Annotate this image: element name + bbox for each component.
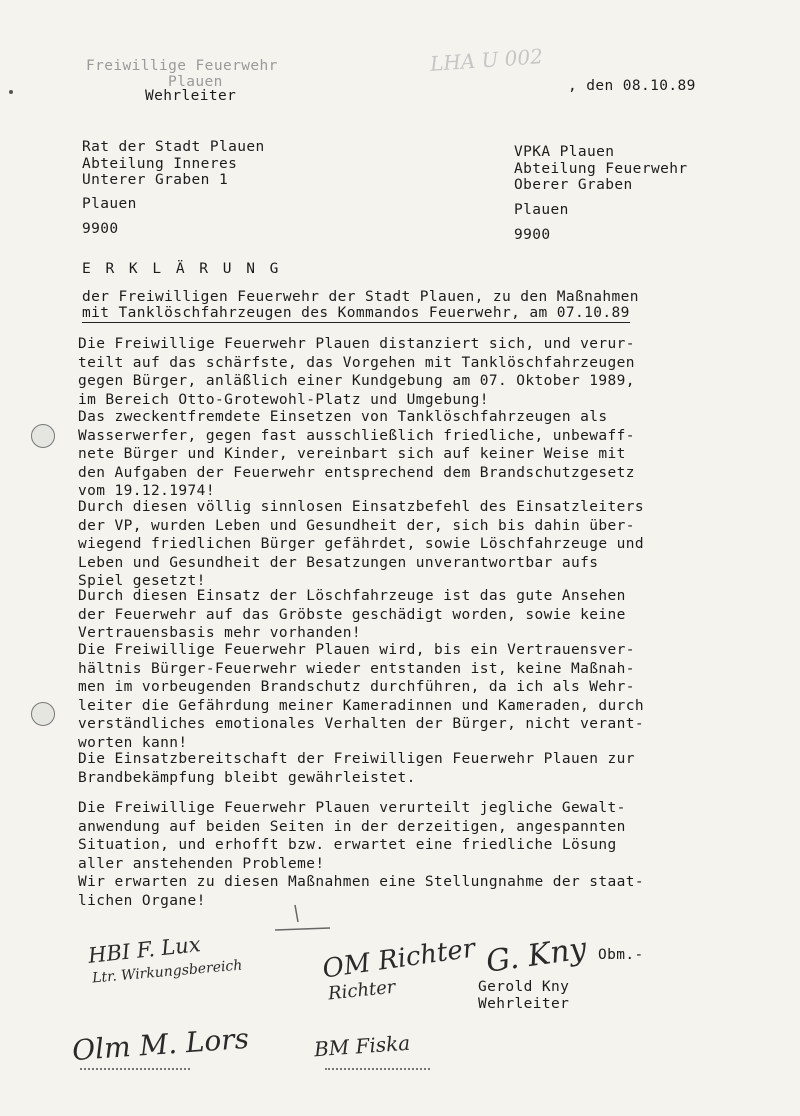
recipient-right-line-1: VPKA Plauen xyxy=(514,144,615,160)
signature-3-suffix: Obm.- xyxy=(598,947,644,963)
bottom-stamp-remnant-left xyxy=(80,1068,190,1074)
recipient-left-city: Plauen xyxy=(82,196,137,212)
paragraph-3-line: wiegend friedlichen Bürger gefährdet, sowie Löschfahrzeuge und xyxy=(78,536,645,552)
signature-1-title: Ltr. Wirkungsbereich xyxy=(91,957,243,987)
paragraph-7-line: anwendung auf beiden Seiten in der derzeitigen, angespannten xyxy=(78,818,626,835)
paragraph-5-line: Die Freiwillige Feuerwehr Plauen wird, bis ein Vertrauensver- xyxy=(78,642,635,658)
paragraph-5-line: hältnis Bürger-Feuerwehr wieder entstanden ist, keine Maßnah- xyxy=(78,660,635,677)
paragraph-7-line: aller anstehenden Probleme! xyxy=(78,855,325,872)
punch-hole-bottom xyxy=(31,702,55,726)
paragraph-3-line: Spiel gesetzt! xyxy=(78,573,206,589)
recipient-right-city: Plauen xyxy=(514,202,569,218)
paragraph-1-line: gegen Bürger, anläßlich einer Kundgebung am 07. Oktober 1989, xyxy=(78,373,635,389)
recipient-left-line-2: Abteilung Inneres xyxy=(82,156,238,172)
paragraph-4-line: der Feuerwehr auf das Gröbste geschädigt worden, sowie keine xyxy=(78,606,626,623)
stray-mark xyxy=(270,900,340,940)
paragraph-8-line: lichen Organe! xyxy=(78,892,206,909)
signature-5: BM Fiska xyxy=(313,1030,411,1062)
paragraph-3-line: Durch diesen völlig sinnlosen Einsatzbefehl des Einsatzleiters xyxy=(78,499,645,515)
paragraph-1 xyxy=(78,335,718,409)
signature-1-name: HBI F. Lux xyxy=(87,932,202,968)
sender-line-1: Freiwillige Feuerwehr xyxy=(86,58,278,74)
paragraph-2-line: den Aufgaben der Feuerwehr entsprechend dem Brandschutzgesetz xyxy=(78,464,635,481)
signature-3-scribble: G. Kny xyxy=(484,931,589,980)
paragraph-7 xyxy=(78,799,718,873)
paragraph-3 xyxy=(78,498,718,591)
sender-line-3: Wehrleiter xyxy=(145,88,237,104)
paragraph-4-line: Durch diesen Einsatz der Löschfahrzeuge ist das gute Ansehen xyxy=(78,588,626,604)
paragraph-5-line: verständliches emotionales Verhalten der Bürger, nicht verant- xyxy=(78,716,645,732)
paragraph-6-line: Brandbekämpfung bleibt gewährleistet. xyxy=(78,769,416,786)
paragraph-8-line: Wir erwarten zu diesen Maßnahmen eine Stellungnahme der staat- xyxy=(78,874,645,890)
paragraph-4 xyxy=(78,587,718,643)
recipient-left-zip: 9900 xyxy=(82,221,119,237)
recipient-right-line-3: Oberer Graben xyxy=(514,177,633,193)
paragraph-8 xyxy=(78,873,718,910)
paragraph-5-line: leiter die Gefährdung meiner Kameradinnen und Kameraden, durch xyxy=(78,697,645,714)
subject-line-1: der Freiwilligen Feuerwehr der Stadt Plauen, zu den Maßnahmen xyxy=(82,289,639,305)
paragraph-1-line: im Bereich Otto-Grotewohl-Platz und Umgebung! xyxy=(78,391,489,408)
paragraph-2 xyxy=(78,408,718,501)
paragraph-6 xyxy=(78,750,718,787)
paragraph-7-line: Die Freiwillige Feuerwehr Plauen verurteilt jegliche Gewalt- xyxy=(78,800,626,816)
paragraph-2-line: Das zweckentfremdete Einsetzen von Tanklöschfahrzeugen als xyxy=(78,409,608,425)
paragraph-2-line: Wasserwerfer, gegen fast ausschließlich friedliche, unbewaff- xyxy=(78,427,635,444)
recipient-left-line-1: Rat der Stadt Plauen xyxy=(82,139,265,155)
subject-line-2: mit Tanklöschfahrzeugen des Kommandos Feuerwehr, am 07.10.89 xyxy=(82,305,630,321)
sender-line-2: Plauen xyxy=(168,74,223,90)
paragraph-2-line: nete Bürger und Kinder, vereinbart sich auf keiner Weise mit xyxy=(78,446,626,462)
paragraph-1-line: Die Freiwillige Feuerwehr Plauen distanziert sich, und verur- xyxy=(78,336,635,352)
recipient-right-line-2: Abteilung Feuerwehr xyxy=(514,161,688,177)
paragraph-3-line: Leben und Gesundheit der Besatzungen unverantwortbar aufs xyxy=(78,554,599,571)
signature-2-name: OM Richter xyxy=(320,933,478,985)
recipient-left-line-3: Unterer Graben 1 xyxy=(82,172,229,188)
paragraph-2-line: vom 19.12.1974! xyxy=(78,483,215,499)
paragraph-7-line: Situation, und erhofft bzw. erwartet eine friedliche Lösung xyxy=(78,837,617,853)
archive-mark: LHA U 002 xyxy=(429,44,544,76)
paragraph-3-line: der VP, wurden Leben und Gesundheit der, sich bis dahin über- xyxy=(78,517,635,534)
recipient-right-zip: 9900 xyxy=(514,227,551,243)
signature-2-typed: Richter xyxy=(327,976,397,1005)
paragraph-1-line: teilt auf das schärfste, das Vorgehen mit Tanklöschfahrzeugen xyxy=(78,354,635,371)
bottom-stamp-remnant-right xyxy=(325,1068,430,1074)
signature-3-role: Wehrleiter xyxy=(478,996,570,1012)
document-title: E R K L Ä R U N G xyxy=(82,261,282,277)
margin-dot xyxy=(9,90,13,94)
paragraph-5 xyxy=(78,641,718,752)
letter-date: , den 08.10.89 xyxy=(568,78,696,94)
paragraph-6-line: Die Einsatzbereitschaft der Freiwilligen Feuerwehr Plauen zur xyxy=(78,751,635,767)
paragraph-5-line: worten kann! xyxy=(78,734,188,751)
punch-hole-top xyxy=(31,424,55,448)
paragraph-5-line: men im vorbeugenden Brandschutz durchführen, da ich als Wehr- xyxy=(78,679,635,695)
signature-4: Olm M. Lors xyxy=(71,1021,250,1068)
signature-3-name: Gerold Kny xyxy=(478,979,570,995)
paragraph-4-line: Vertrauensbasis mehr vorhanden! xyxy=(78,625,362,641)
